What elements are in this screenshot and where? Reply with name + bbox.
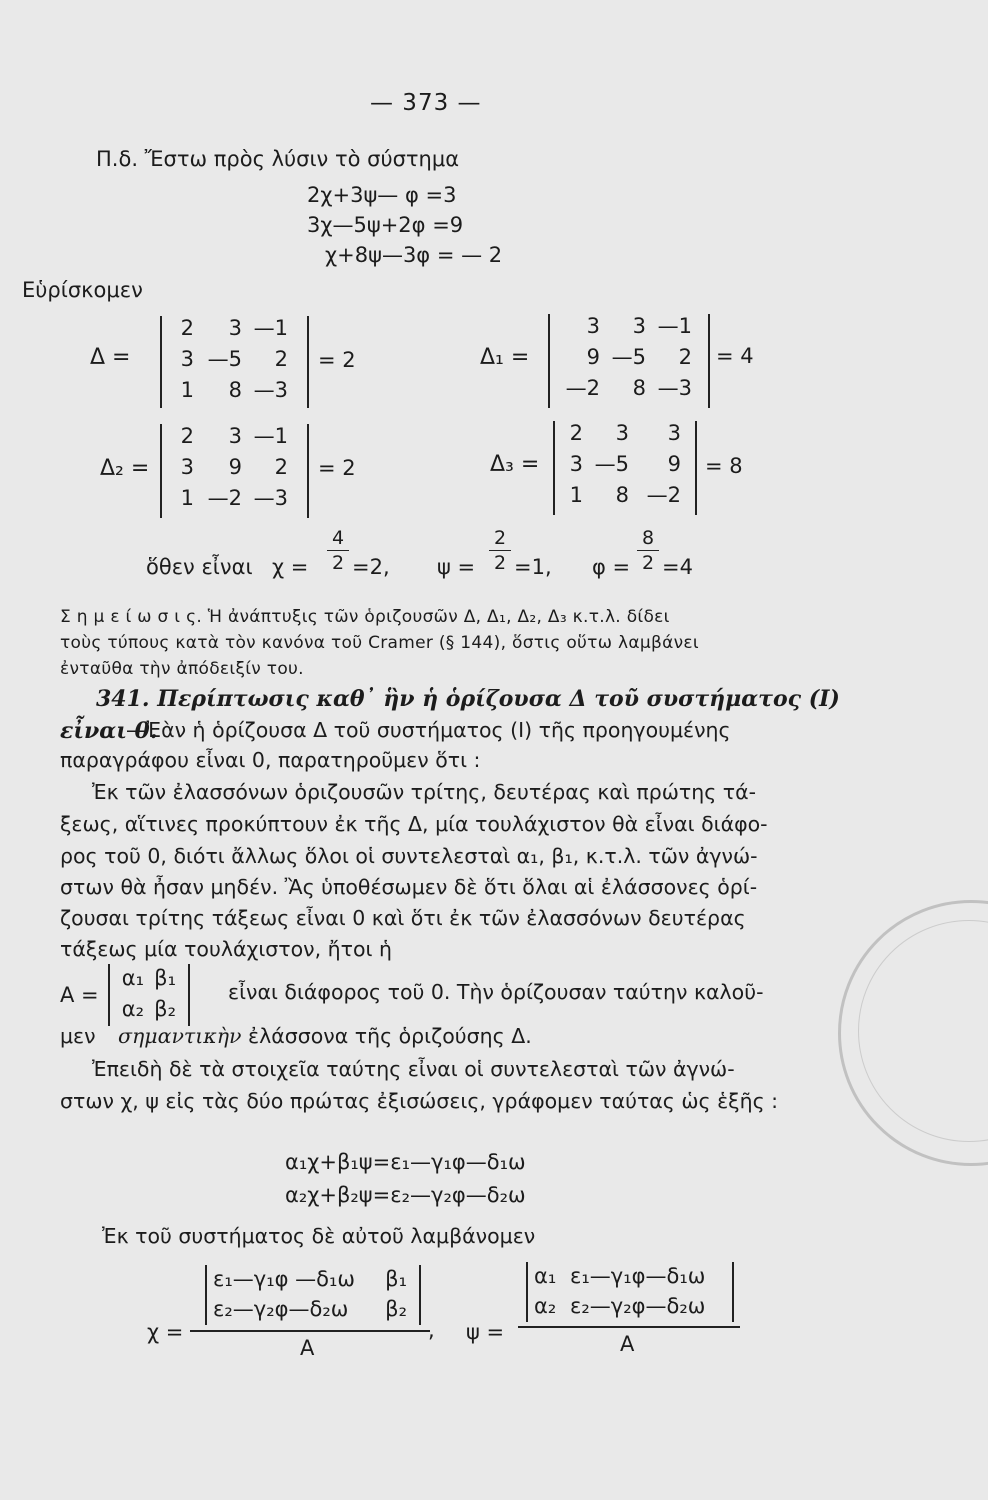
solution-y-num: 2	[493, 527, 507, 549]
det-d2-cell: 2	[180, 424, 194, 448]
section-line-9: στων χ, ψ εἰς τὰς δύο πρώτας ἐξισώσεις, γράφομεν ταύτας ὡς ἑξῆς :	[60, 1089, 779, 1113]
det-d2-label: Δ₂ =	[100, 456, 150, 481]
solution-z-fraction	[637, 527, 659, 574]
final-y-cell: α₁	[534, 1264, 557, 1288]
det-d3-cell: 2	[569, 421, 583, 445]
det-d-cell: 3	[180, 347, 194, 371]
det-d1-label: Δ₁ =	[480, 345, 530, 370]
det-d2-result: = 2	[318, 456, 356, 480]
section-men-rest: ἐλάσσονα τῆς ὁριζούσης Δ.	[248, 1024, 532, 1048]
final-x-den: A	[300, 1336, 315, 1360]
det-d3-matrix	[553, 421, 697, 515]
final-y-cell: ε₂—γ₂φ—δ₂ω	[570, 1294, 706, 1318]
det-d1-cell: 3	[632, 314, 646, 338]
system-eq-3: χ+8ψ—3φ = — 2	[325, 243, 503, 267]
final-x-cell: β₁	[385, 1267, 407, 1291]
det-d1-cell: —5	[611, 345, 646, 369]
solution-y-den: 2	[493, 552, 507, 574]
final-x-fraction-bar	[190, 1330, 430, 1332]
solution-y-fraction	[489, 527, 511, 574]
eyriskomen-label: Εὑρίσκομεν	[22, 278, 143, 302]
section-men: μεν	[60, 1024, 96, 1048]
note-line-3: ἐνταῦθα τὴν ἀπόδειξίν του.	[60, 659, 304, 679]
note-line-1: Σ η μ ε ί ω σ ι ς. Ἡ ἀνάπτυξις τῶν ὁριζουσῶν Δ, Δ₁, Δ₂, Δ₃ κ.τ.λ. δίδει	[60, 607, 670, 627]
det-d-cell: 2	[180, 316, 194, 340]
det-a-cell: β₂	[154, 997, 176, 1021]
intro-line: Π.δ. Ἔστω πρὸς λύσιν τὸ σύστημα	[96, 147, 460, 171]
section-men-italic: σημαντικὴν	[118, 1024, 242, 1048]
note-line-2: τοὺς τύπους κατὰ τὸν κανόνα τοῦ Cramer (§ 144), ὅστις οὕτω λαμβάνει	[60, 633, 699, 653]
section-line-3: ξεως, αἵτινες προκύπτουν ἐκ τῆς Δ, μία τουλάχιστον θὰ εἶναι διάφο-	[60, 812, 768, 836]
det-d2-cell: 9	[228, 455, 242, 479]
section-line-7: τάξεως μία τουλάχιστον, ἤτοι ἡ	[60, 937, 392, 961]
det-d-cell: 2	[274, 347, 288, 371]
section-heading: 341. Περίπτωσις καθ᾽ ἣν ἡ ὁρίζουσα Δ τοῦ συστήματος (Ι)	[96, 686, 840, 712]
final-x-label: χ =	[147, 1320, 184, 1344]
det-d-cell: 1	[180, 378, 194, 402]
det-a-matrix	[108, 964, 190, 1026]
solution-y-var: ψ =	[437, 555, 476, 579]
det-d1-cell: 9	[586, 345, 600, 369]
det-a-text: εἶναι διάφορος τοῦ 0. Τὴν ὁρίζουσαν ταύτην καλοῦ-	[228, 980, 764, 1004]
det-d2-cell: —2	[207, 486, 242, 510]
system-eq-2: 3χ—5ψ+2φ =9	[307, 213, 464, 237]
section-line-4: ρος τοῦ 0, διότι ἄλλως ὅλοι οἱ συντελεσταὶ α₁, β₁, κ.τ.λ. τῶν ἀγνώ-	[60, 844, 758, 868]
det-d1-cell: 3	[586, 314, 600, 338]
det-d1-cell: —2	[565, 376, 600, 400]
coef-eq-1: α₁χ+β₁ψ=ε₁—γ₁φ—δ₁ω	[285, 1150, 526, 1174]
det-d-label: Δ =	[90, 345, 131, 370]
system-eq-1: 2χ+3ψ— φ =3	[307, 183, 457, 207]
det-a-cell: β₁	[154, 966, 176, 990]
coef-eq-2: α₂χ+β₂ψ=ε₂—γ₂φ—δ₂ω	[285, 1183, 526, 1207]
det-d-cell: 3	[228, 316, 242, 340]
det-d1-cell: —1	[657, 314, 692, 338]
final-y-matrix	[526, 1262, 734, 1322]
det-d-matrix	[160, 316, 309, 408]
det-d1-cell: 8	[632, 376, 646, 400]
final-x-cell: β₂	[385, 1297, 407, 1321]
solution-z-result: =4	[662, 555, 693, 579]
final-y-fraction-bar	[518, 1326, 740, 1328]
det-a-cell: α₂	[121, 997, 144, 1021]
det-d-cell: 8	[228, 378, 242, 402]
det-d1-cell: 2	[678, 345, 692, 369]
solution-lead: ὅθεν εἶναι	[146, 555, 253, 579]
det-d1-matrix	[548, 314, 710, 408]
det-d2-cell: 1	[180, 486, 194, 510]
det-d3-label: Δ₃ =	[490, 452, 540, 477]
det-d-cell: —5	[207, 347, 242, 371]
det-d2-matrix	[160, 424, 309, 518]
solution-x-den: 2	[331, 552, 345, 574]
det-d3-cell: —5	[594, 452, 629, 476]
final-y-den: A	[620, 1332, 635, 1356]
det-d2-cell: 3	[228, 424, 242, 448]
solution-y-result: =1,	[514, 555, 552, 579]
det-d3-result: = 8	[705, 454, 743, 478]
det-d2-cell: 2	[274, 455, 288, 479]
solution-x-fraction	[327, 527, 349, 574]
det-a-label: A =	[60, 983, 99, 1007]
section-line-5: στων θὰ ἦσαν μηδέν. Ἂς ὑποθέσωμεν δὲ ὅτι ὅλαι αἱ ἐλάσσονες ὁρί-	[60, 875, 758, 899]
det-d2-cell: 3	[180, 455, 194, 479]
section-line-0: —Ἐὰν ἡ ὁρίζουσα Δ τοῦ συστήματος (Ι) τῆς προηγουμένης	[126, 718, 731, 742]
section-heading-cont: εἶναι 0.	[60, 718, 158, 744]
page-number: — 373 —	[370, 90, 482, 116]
final-comma: ,	[428, 1318, 435, 1342]
det-d3-cell: 9	[667, 452, 681, 476]
det-d1-result: = 4	[716, 344, 754, 368]
det-d3-cell: —2	[646, 483, 681, 507]
det-d-cell: —3	[253, 378, 288, 402]
final-y-cell: ε₁—γ₁φ—δ₁ω	[570, 1264, 706, 1288]
det-d3-cell: 3	[569, 452, 583, 476]
final-y-label: ψ =	[466, 1320, 505, 1344]
section-line-6: ζουσαι τρίτης τάξεως εἶναι 0 καὶ ὅτι ἐκ τῶν ἐλασσόνων δευτέρας	[60, 906, 746, 930]
final-x-cell: ε₂—γ₂φ—δ₂ω	[213, 1297, 349, 1321]
solution-z-var: φ =	[592, 555, 631, 579]
det-d3-cell: 1	[569, 483, 583, 507]
solution-x-var: χ =	[272, 555, 309, 579]
det-d-cell: —1	[253, 316, 288, 340]
det-d1-cell: —3	[657, 376, 692, 400]
final-y-cell: α₂	[534, 1294, 557, 1318]
from-system-line: Ἐκ τοῦ συστήματος δὲ αὐτοῦ λαμβάνομεν	[102, 1224, 536, 1248]
det-d2-cell: —1	[253, 424, 288, 448]
solution-x-num: 4	[331, 527, 345, 549]
section-line-1: παραγράφου εἶναι 0, παρατηροῦμεν ὅτι :	[60, 748, 481, 772]
final-x-matrix	[205, 1265, 421, 1325]
solution-z-den: 2	[641, 552, 655, 574]
det-d2-cell: —3	[253, 486, 288, 510]
section-line-2: Ἐκ τῶν ἐλασσόνων ὁριζουσῶν τρίτης, δευτέρας καὶ πρώτης τά-	[92, 780, 757, 804]
det-d3-cell: 3	[615, 421, 629, 445]
det-a-cell: α₁	[121, 966, 144, 990]
section-line-8: Ἐπειδὴ δὲ τὰ στοιχεῖα ταύτης εἶναι οἱ συντελεσταὶ τῶν ἀγνώ-	[92, 1057, 735, 1081]
det-d3-cell: 8	[615, 483, 629, 507]
solution-z-num: 8	[641, 527, 655, 549]
solution-x-result: =2,	[352, 555, 390, 579]
final-x-cell: ε₁—γ₁φ —δ₁ω	[213, 1267, 355, 1291]
det-d-result: = 2	[318, 348, 356, 372]
det-d3-cell: 3	[667, 421, 681, 445]
